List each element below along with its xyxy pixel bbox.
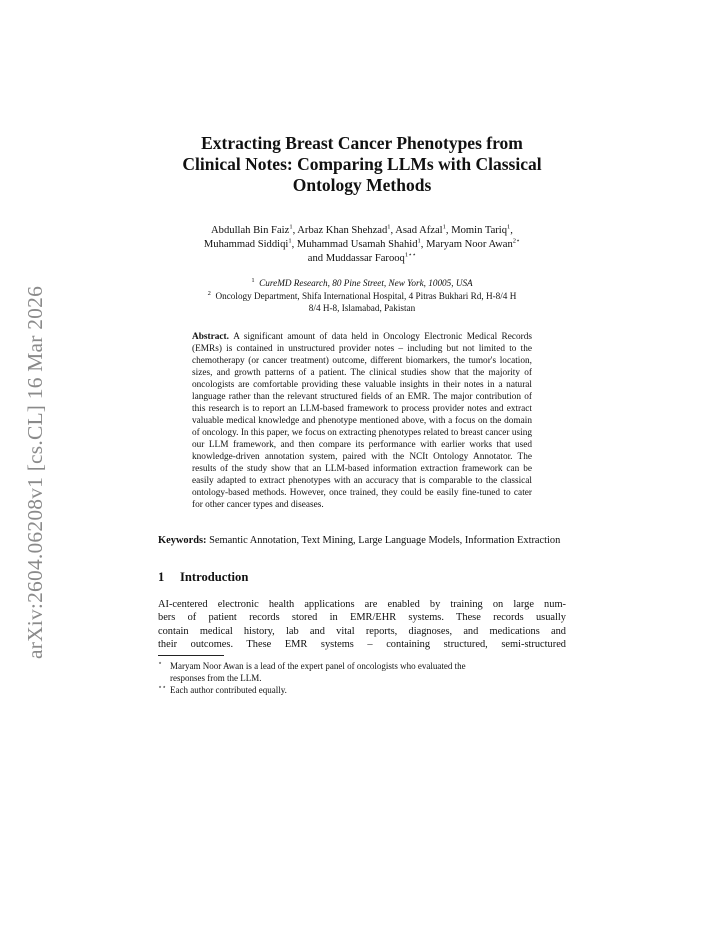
footnote-mark: ⋆⋆ bbox=[158, 683, 167, 691]
footnote-1 bbox=[158, 660, 566, 684]
affiliation-1 bbox=[158, 277, 566, 290]
author-separator: , bbox=[292, 225, 298, 236]
affiliation-2-continued: 8/4 H-8, Islamabad, Pakistan bbox=[308, 303, 416, 313]
author-name: and Muddassar Farooq bbox=[307, 253, 405, 264]
title-line: Clinical Notes: Comparing LLMs with Classical bbox=[182, 154, 542, 174]
affiliations bbox=[158, 277, 566, 315]
paragraph-line: their outcomes. These EMR systems – containing structured, semi-structured bbox=[158, 639, 566, 651]
abstract-label: Abstract. bbox=[192, 331, 229, 342]
section-heading-introduction bbox=[158, 569, 566, 585]
author-name: Arbaz Khan Shehzad bbox=[297, 225, 388, 236]
paragraph-line: AI-centered electronic health applications are enabled by training on large num- bbox=[158, 598, 566, 610]
footnote-line: responses from the LLM. bbox=[170, 672, 262, 683]
author-name: Muhammad Usamah Shahid bbox=[296, 239, 418, 250]
introduction-paragraph bbox=[158, 598, 566, 652]
affiliation-mark: 1 bbox=[417, 237, 421, 245]
title-line: Extracting Breast Cancer Phenotypes from bbox=[201, 133, 523, 153]
affiliation-2 bbox=[158, 290, 566, 303]
affiliation-mark: 1 bbox=[289, 223, 293, 231]
arxiv-identifier-stamp bbox=[16, 262, 56, 682]
abstract-text: A significant amount of data held in Oncology Electronic Medical Records (EMRs) is contained in unstructured provider notes – including but not limited to the chemotherapy (or cancer treatment) outcome, different biomarkers, the tumor's location, sizes, and growth patterns of a patient. The clinical studies show that the majority of oncologists are comfortable providing these valuable insights in their notes in a natural language rather than the relevant structured fields of an EMR. The major contribution of this research is to report an LLM-based framework to process provider notes and extract valuable medical knowledge and phenotype mentioned above, with a focus on the domain of oncology. In this paper, we focus on extracting phenotypes related to breast cancer using our LLM framework, and then compare its performance with earlier works that used knowledge-driven annotation system, paired with the NCIt Ontology Annotator. The results of the study show that an LLM-based information extraction framework can be easily adapted to extract phenotypes with an accuracy that is comparable to the classical ontology-based methods. However, once trained, they could be easily fine-tuned to cater for other cancer types and diseases. bbox=[192, 331, 532, 510]
section-number: 1 bbox=[158, 569, 165, 584]
keywords-label: Keywords: bbox=[158, 534, 207, 546]
abstract bbox=[192, 331, 532, 511]
footnote-line: Each author contributed equally. bbox=[170, 684, 287, 695]
author-name: Muhammad Siddiqi bbox=[203, 239, 289, 250]
author-list bbox=[158, 224, 566, 266]
footnotes bbox=[158, 660, 566, 696]
affiliation-mark: 1⋆⋆ bbox=[404, 251, 417, 259]
paper-title bbox=[158, 133, 566, 196]
author-name: Asad Afzal bbox=[395, 225, 443, 236]
author-line bbox=[158, 252, 566, 266]
paper-first-page bbox=[158, 133, 566, 696]
affiliation-text: CureMD Research, 80 Pine Street, New York, 10005, USA bbox=[259, 278, 473, 288]
paragraph-line: bers of patient records stored in EMR/EHR systems. These records usually bbox=[158, 612, 566, 624]
arxiv-identifier-text: arXiv:2604.06208v1 [cs.CL] 16 Mar 2026 bbox=[23, 285, 48, 659]
affiliation-mark: 1 bbox=[442, 223, 446, 231]
keywords bbox=[158, 534, 566, 548]
paragraph-line: contain medical history, lab and vital reports, diagnoses, and medications and bbox=[158, 625, 566, 637]
author-separator: , bbox=[510, 225, 513, 236]
footnote-2 bbox=[158, 684, 566, 696]
affiliation-text: Oncology Department, Shifa International Hospital, 4 Pitras Bukhari Rd, H-8/4 H bbox=[215, 290, 517, 301]
author-name: Maryam Noor Awan bbox=[426, 239, 513, 250]
author-separator: , bbox=[420, 239, 427, 250]
author-line bbox=[158, 238, 566, 252]
title-line: Ontology Methods bbox=[292, 175, 432, 195]
author-name: Abdullah Bin Faiz bbox=[211, 225, 290, 236]
section-title: Introduction bbox=[180, 569, 249, 584]
affiliation-mark: 1 bbox=[288, 237, 292, 245]
affiliation-mark: 1 bbox=[251, 276, 255, 284]
affiliation-mark: 2⋆ bbox=[512, 237, 521, 245]
author-separator: , bbox=[445, 225, 452, 236]
author-separator: , bbox=[291, 239, 297, 250]
keywords-text: Semantic Annotation, Text Mining, Large Language Models, Information Extraction bbox=[209, 534, 561, 546]
footnote-mark: ⋆ bbox=[158, 659, 163, 667]
affiliation-mark: 1 bbox=[507, 223, 511, 231]
author-line bbox=[158, 224, 566, 238]
author-name: Momin Tariq bbox=[451, 225, 508, 236]
footnote-divider bbox=[158, 655, 224, 656]
affiliation-mark: 2 bbox=[207, 289, 211, 297]
footnote-line: Maryam Noor Awan is a lead of the expert panel of oncologists who evaluated the bbox=[170, 660, 466, 671]
author-separator: , bbox=[390, 225, 396, 236]
affiliation-mark: 1 bbox=[387, 223, 391, 231]
